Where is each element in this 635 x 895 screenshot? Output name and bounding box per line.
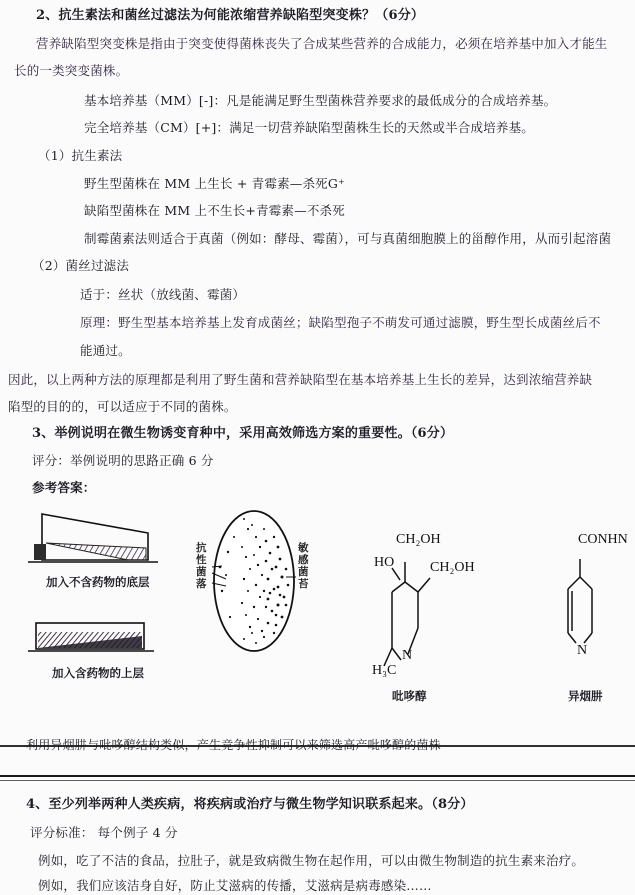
question4-example2: 例如，我们应该洁身自好，防止艾滋病的传播，艾滋病是病毒感染…… <box>38 878 432 893</box>
method1-heading: （1）抗生素法 <box>38 148 123 163</box>
question4-scoring: 评分标准： 每个例子 4 分 <box>30 825 178 840</box>
method2-applies: 适于：丝状（放线菌、霉菌） <box>80 287 246 302</box>
pyridoxine-hydroxyl: HO <box>374 555 395 570</box>
question2-conclusion-line1: 因此，以上两种方法的原理都是利用了野生菌和营养缺陷型在基本培养基上生长的差异，达到浓缩营养缺 <box>8 372 593 387</box>
isoniazid-nitrogen: N <box>577 643 588 658</box>
question4-example1: 例如，吃了不洁的食品，拉肚子，就是致病微生物在起作用，可以由微生物制造的抗生素来治疗。 <box>38 853 585 868</box>
strike-rule <box>0 745 635 747</box>
pyridoxine-right-group: CH₂OH <box>430 560 475 575</box>
isoniazid-top-group: CONHN <box>578 532 628 547</box>
plate-top-layer-diagram <box>26 618 156 658</box>
question4-title: 4、至少列举两种人类疾病，将疾病或治疗与微生物学知识联系起来。（8分） <box>26 797 474 812</box>
pyridoxine-methyl: H₃C <box>372 663 397 678</box>
resistant-colony-label: 抗性菌落 <box>196 542 207 590</box>
divider-rule-top <box>0 775 635 777</box>
isoniazid-structure <box>560 555 600 655</box>
method1-line1: 野生型菌株在 MM 上生长 + 青霉素—杀死G⁺ <box>84 176 345 191</box>
question3-scoring: 评分：举例说明的思路正确 6 分 <box>32 453 214 468</box>
method1-line3: 制霉菌素法则适合于真菌（例如：酵母、霉菌），可与真菌细胞膜上的甾醇作用，从而引起溶菌 <box>84 231 612 246</box>
pyridoxine-nitrogen: N <box>402 648 413 663</box>
petri-dish-diagram <box>208 507 300 655</box>
question2-definition-line1: 营养缺陷型突变株是指由于突变使得菌株丧失了合成某些营养的合成能力，必须在培养基中加入才能生 <box>36 36 608 51</box>
isoniazid-caption: 异烟肼 <box>568 689 603 703</box>
pyridoxine-caption: 吡哆醇 <box>392 689 427 703</box>
plate-bottom-layer-diagram <box>28 508 158 568</box>
question2-title: 2、抗生素法和菌丝过滤法为何能浓缩营养缺陷型突变株？（6分） <box>36 8 425 23</box>
sensitive-lawn-label: 敏感菌苔 <box>298 542 309 590</box>
method1-line2: 缺陷型菌株在 MM 上不生长+青霉素—不杀死 <box>84 203 345 218</box>
plate-top-caption: 加入含药物的上层 <box>52 666 144 680</box>
pyridoxine-top-group: CH₂OH <box>396 532 441 547</box>
mm-definition: 基本培养基（MM）[-]：凡是能满足野生型菌株营养要求的最低成分的合成培养基。 <box>84 93 557 108</box>
divider-rule-bottom <box>0 780 635 781</box>
method2-principle-line2: 能通过。 <box>80 343 131 358</box>
cm-definition: 完全培养基（CM）[+]：满足一切营养缺陷型菌株生长的天然或半合成培养基。 <box>84 120 534 135</box>
question2-conclusion-line2: 陷型的目的的，可以适应于不同的菌株。 <box>8 399 237 414</box>
question3-title: 3、举例说明在微生物诱变育种中，采用高效筛选方案的重要性。（6分） <box>32 426 454 441</box>
method2-heading: （2）菌丝过滤法 <box>32 258 130 273</box>
plate-bottom-caption: 加入不含药物的底层 <box>46 575 150 589</box>
method2-principle-line1: 原理：野生型基本培养基上发育成菌丝；缺陷型孢子不萌发可通过滤膜，野生型长成菌丝后不 <box>80 315 601 330</box>
question2-definition-line2: 长的一类突变菌株。 <box>14 63 129 78</box>
question3-reference-label: 参考答案： <box>32 480 96 495</box>
